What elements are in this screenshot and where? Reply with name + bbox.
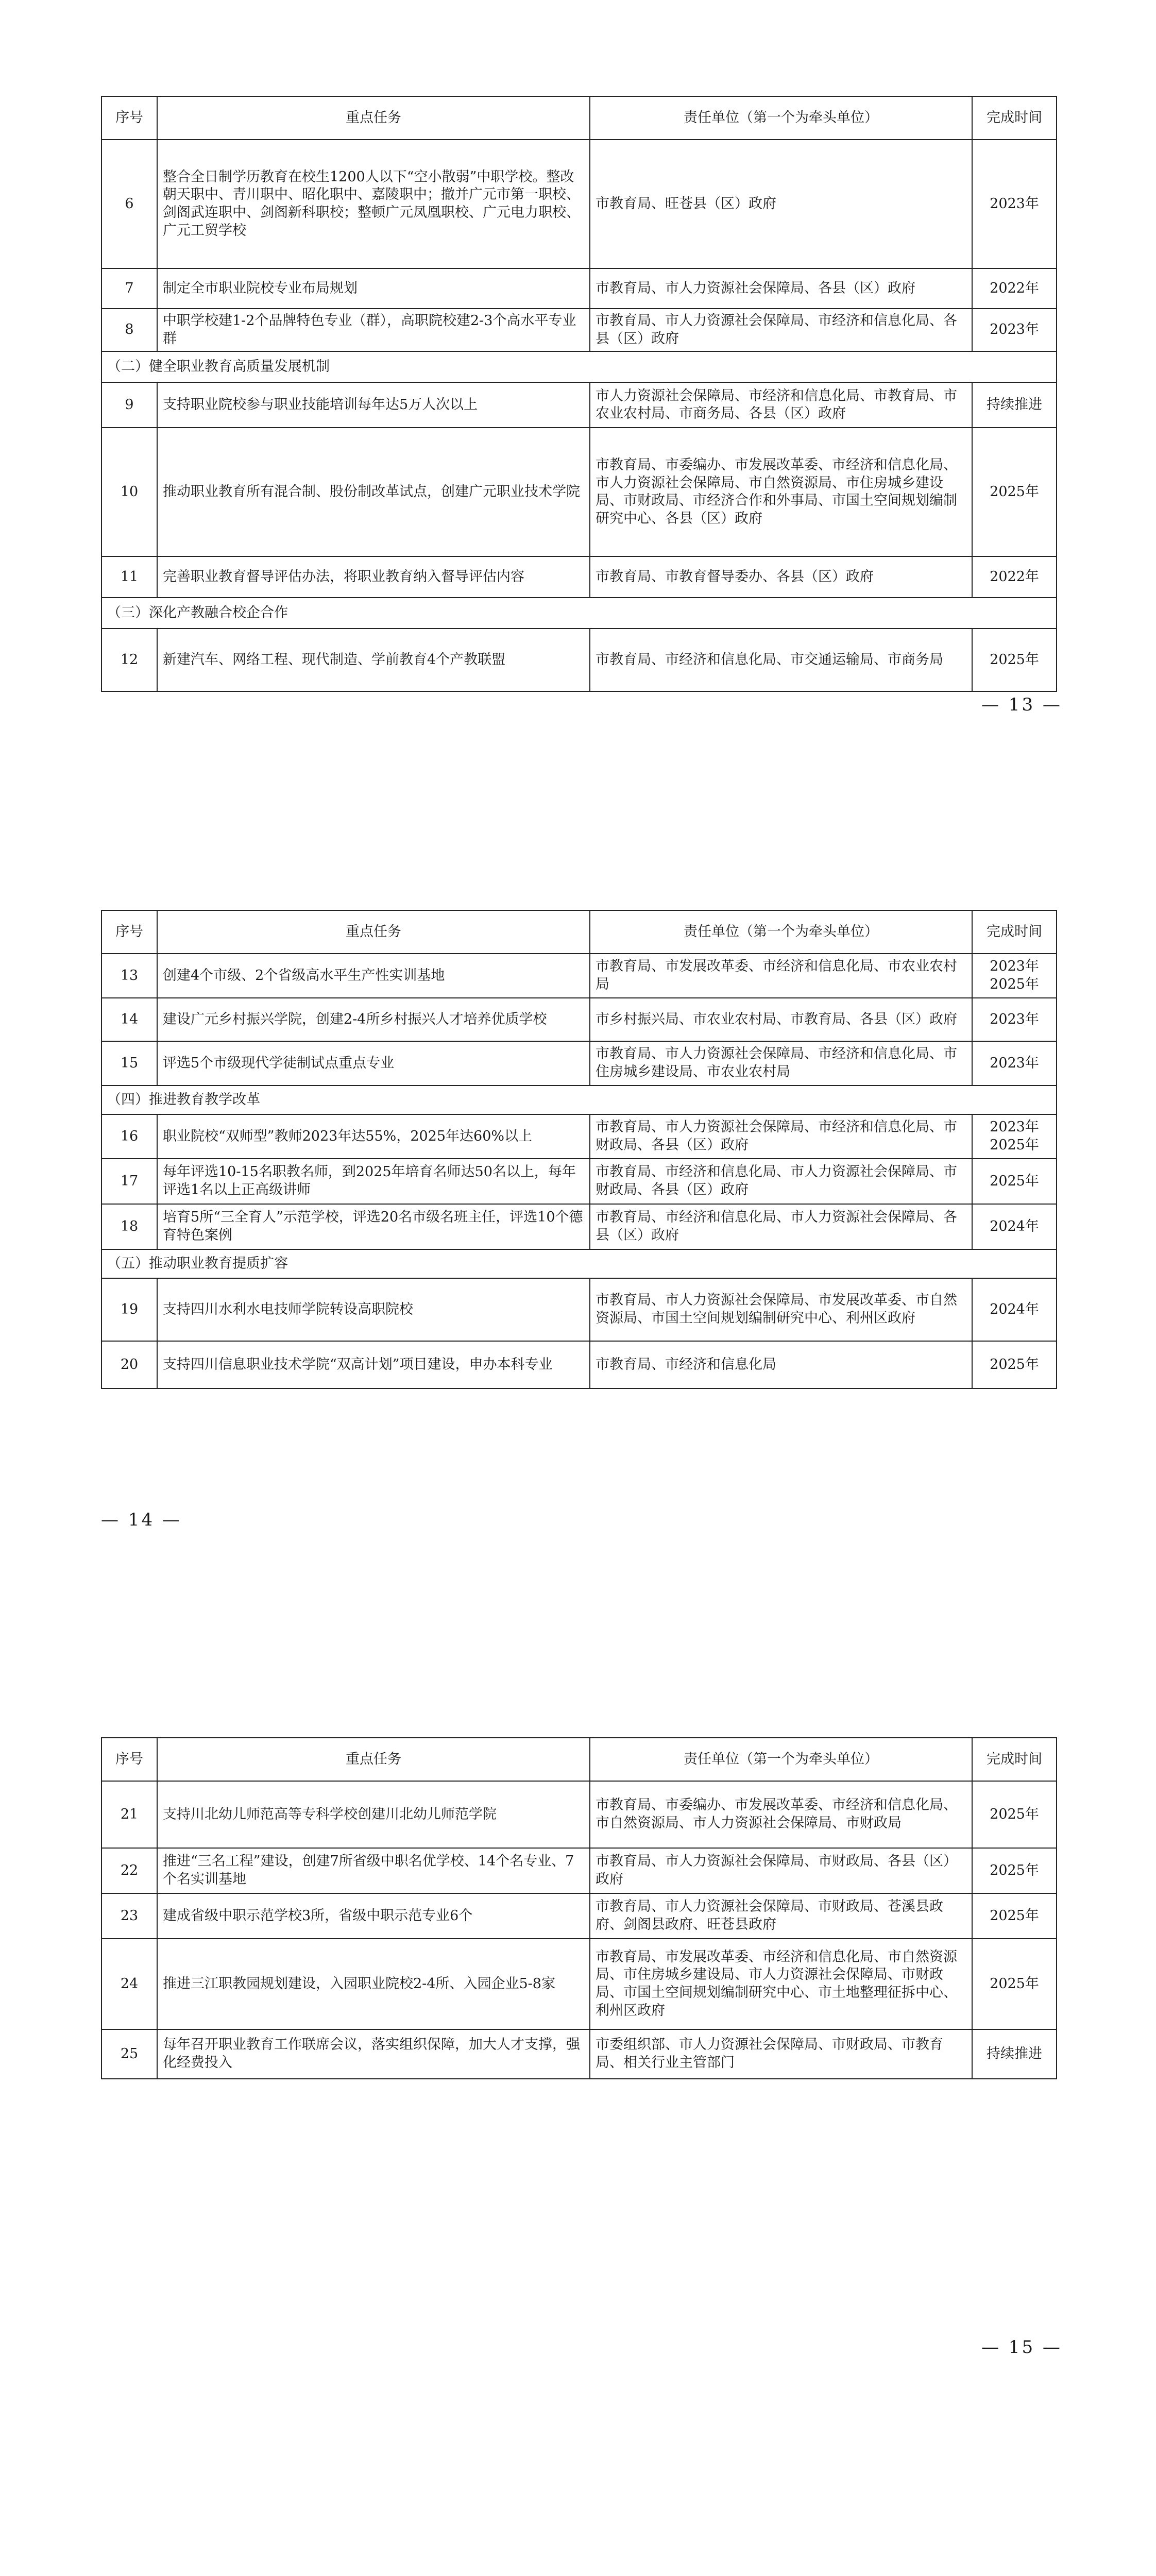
cell-task: 每年评选10-15名职教名师，到2025年培育名师达50名以上，每年评选1名以上正高级讲师	[157, 1159, 590, 1204]
cell-no: 16	[101, 1114, 157, 1159]
header-year: 完成时间	[972, 1738, 1057, 1781]
cell-task: 新建汽车、网络工程、现代制造、学前教育4个产教联盟	[157, 629, 590, 691]
cell-task: 建设广元乡村振兴学院，创建2-4所乡村振兴人才培养优质学校	[157, 998, 590, 1041]
cell-no: 21	[101, 1781, 157, 1848]
cell-no: 10	[101, 428, 157, 556]
cell-year: 2025年	[972, 1848, 1057, 1893]
header-task: 重点任务	[157, 1738, 590, 1781]
header-unit: 责任单位（第一个为牵头单位）	[590, 910, 972, 954]
cell-task: 支持川北幼儿师范高等专科学校创建川北幼儿师范学院	[157, 1781, 590, 1848]
section-row	[101, 351, 1057, 382]
cell-no: 12	[101, 629, 157, 691]
header-unit: 责任单位（第一个为牵头单位）	[590, 1738, 972, 1781]
header-task: 重点任务	[157, 96, 590, 140]
cell-year: 持续推进	[972, 2029, 1057, 2079]
table-row	[101, 428, 1057, 556]
cell-task: 整合全日制学历教育在校生1200人以下“空小散弱”中职学校。整改朝天职中、青川职中、昭化职中、嘉陵职中；撤并广元市第一职校、剑阁武连职中、剑阁新科职校；整顿广元凤凰职校、广元电力职校、广元工贸学校	[157, 140, 590, 268]
cell-no: 20	[101, 1341, 157, 1388]
section-row	[101, 1086, 1057, 1114]
cell-unit: 市教育局、市经济和信息化局	[590, 1341, 972, 1388]
table-row	[101, 1848, 1057, 1893]
cell-no: 17	[101, 1159, 157, 1204]
header-task: 重点任务	[157, 910, 590, 954]
cell-unit: 市乡村振兴局、市农业农村局、市教育局、各县（区）政府	[590, 998, 972, 1041]
cell-year: 2023年 2025年	[972, 1114, 1057, 1159]
cell-no: 25	[101, 2029, 157, 2079]
cell-task: 培育5所“三全育人”示范学校，评选20名市级名班主任，评选10个德育特色案例	[157, 1204, 590, 1249]
cell-no: 24	[101, 1939, 157, 2029]
cell-task: 创建4个市级、2个省级高水平生产性实训基地	[157, 954, 590, 998]
cell-no: 9	[101, 382, 157, 428]
table-row	[101, 2029, 1057, 2079]
cell-year: 2023年 2025年	[972, 954, 1057, 998]
section-row	[101, 1249, 1057, 1278]
section-title: （四）推进教育教学改革	[101, 1086, 1057, 1114]
header-no: 序号	[101, 1738, 157, 1781]
cell-year: 2025年	[972, 1159, 1057, 1204]
cell-task: 建成省级中职示范学校3所，省级中职示范专业6个	[157, 1893, 590, 1939]
cell-no: 15	[101, 1041, 157, 1086]
cell-year: 2025年	[972, 1341, 1057, 1388]
table-row	[101, 1781, 1057, 1848]
table-row	[101, 629, 1057, 691]
task-table-page-14	[101, 910, 1057, 1389]
cell-unit: 市教育局、市发展改革委、市经济和信息化局、市农业农村局	[590, 954, 972, 998]
table-row	[101, 140, 1057, 268]
table-row	[101, 1278, 1057, 1341]
cell-year: 2025年	[972, 1893, 1057, 1939]
cell-no: 22	[101, 1848, 157, 1893]
cell-unit: 市人力资源社会保障局、市经济和信息化局、市教育局、市农业农村局、市商务局、各县（区）政府	[590, 382, 972, 428]
section-title: （三）深化产教融合校企合作	[101, 598, 1057, 629]
header-year: 完成时间	[972, 910, 1057, 954]
cell-task: 推进三江职教园规划建设，入园职业院校2-4所、入园企业5-8家	[157, 1939, 590, 2029]
page-number-14: — 14 —	[101, 1510, 182, 1530]
table-header-row	[101, 910, 1057, 954]
cell-unit: 市教育局、市人力资源社会保障局、各县（区）政府	[590, 268, 972, 309]
cell-year: 2023年	[972, 309, 1057, 351]
cell-task: 制定全市职业院校专业布局规划	[157, 268, 590, 309]
cell-year: 2022年	[972, 268, 1057, 309]
table-row	[101, 954, 1057, 998]
cell-unit: 市教育局、市经济和信息化局、市人力资源社会保障局、各县（区）政府	[590, 1204, 972, 1249]
cell-unit: 市教育局、市人力资源社会保障局、市财政局、苍溪县政府、剑阁县政府、旺苍县政府	[590, 1893, 972, 1939]
table-header-row	[101, 96, 1057, 140]
cell-year: 2025年	[972, 629, 1057, 691]
header-year: 完成时间	[972, 96, 1057, 140]
cell-year: 2024年	[972, 1278, 1057, 1341]
table-row	[101, 1341, 1057, 1388]
cell-unit: 市教育局、市人力资源社会保障局、市发展改革委、市自然资源局、市国土空间规划编制研究中心、利州区政府	[590, 1278, 972, 1341]
cell-year: 2025年	[972, 1939, 1057, 2029]
page-number-15: — 15 —	[981, 2337, 1062, 2358]
cell-year: 2022年	[972, 556, 1057, 598]
cell-no: 19	[101, 1278, 157, 1341]
cell-unit: 市教育局、市经济和信息化局、市交通运输局、市商务局	[590, 629, 972, 691]
cell-unit: 市教育局、市经济和信息化局、市人力资源社会保障局、市财政局、各县（区）政府	[590, 1159, 972, 1204]
section-title: （二）健全职业教育高质量发展机制	[101, 351, 1057, 382]
header-no: 序号	[101, 910, 157, 954]
section-row	[101, 598, 1057, 629]
cell-task: 中职学校建1-2个品牌特色专业（群），高职院校建2-3个高水平专业群	[157, 309, 590, 351]
cell-task: 评选5个市级现代学徒制试点重点专业	[157, 1041, 590, 1086]
table-row	[101, 309, 1057, 351]
table-row	[101, 1041, 1057, 1086]
cell-task: 支持四川水利水电技师学院转设高职院校	[157, 1278, 590, 1341]
cell-no: 7	[101, 268, 157, 309]
cell-task: 推动职业教育所有混合制、股份制改革试点，创建广元职业技术学院	[157, 428, 590, 556]
cell-no: 14	[101, 998, 157, 1041]
cell-year: 2024年	[972, 1204, 1057, 1249]
table-row	[101, 1893, 1057, 1939]
header-no: 序号	[101, 96, 157, 140]
table-row	[101, 1939, 1057, 2029]
header-unit: 责任单位（第一个为牵头单位）	[590, 96, 972, 140]
cell-no: 8	[101, 309, 157, 351]
cell-year: 2023年	[972, 1041, 1057, 1086]
cell-no: 23	[101, 1893, 157, 1939]
cell-task: 推进“三名工程”建设，创建7所省级中职名优学校、14个名专业、7个名实训基地	[157, 1848, 590, 1893]
table-row	[101, 1159, 1057, 1204]
table-row	[101, 556, 1057, 598]
cell-unit: 市教育局、市人力资源社会保障局、市财政局、各县（区）政府	[590, 1848, 972, 1893]
table-header-row	[101, 1738, 1057, 1781]
table-row	[101, 1114, 1057, 1159]
cell-year: 2025年	[972, 428, 1057, 556]
cell-year: 2023年	[972, 140, 1057, 268]
cell-unit: 市教育局、市人力资源社会保障局、市经济和信息化局、各县（区）政府	[590, 309, 972, 351]
task-table-page-15	[101, 1737, 1057, 2079]
cell-unit: 市教育局、市人力资源社会保障局、市经济和信息化局、市财政局、各县（区）政府	[590, 1114, 972, 1159]
cell-no: 6	[101, 140, 157, 268]
cell-unit: 市教育局、市委编办、市发展改革委、市经济和信息化局、市自然资源局、市人力资源社会保障局、市财政局	[590, 1781, 972, 1848]
cell-unit: 市教育局、市委编办、市发展改革委、市经济和信息化局、市人力资源社会保障局、市自然资源局、市住房城乡建设局、市财政局、市经济合作和外事局、市国土空间规划编制研究中心、各县（区）政府	[590, 428, 972, 556]
cell-unit: 市教育局、市教育督导委办、各县（区）政府	[590, 556, 972, 598]
table-row	[101, 1204, 1057, 1249]
cell-unit: 市委组织部、市人力资源社会保障局、市财政局、市教育局、相关行业主管部门	[590, 2029, 972, 2079]
cell-no: 18	[101, 1204, 157, 1249]
cell-task: 支持职业院校参与职业技能培训每年达5万人次以上	[157, 382, 590, 428]
cell-year: 2023年	[972, 998, 1057, 1041]
cell-task: 每年召开职业教育工作联席会议，落实组织保障，加大人才支撑，强化经费投入	[157, 2029, 590, 2079]
cell-no: 11	[101, 556, 157, 598]
cell-no: 13	[101, 954, 157, 998]
cell-task: 支持四川信息职业技术学院“双高计划”项目建设，申办本科专业	[157, 1341, 590, 1388]
cell-year: 持续推进	[972, 382, 1057, 428]
cell-unit: 市教育局、市发展改革委、市经济和信息化局、市自然资源局、市住房城乡建设局、市人力资源社会保障局、市财政局、市国土空间规划编制研究中心、市土地整理征拆中心、利州区政府	[590, 1939, 972, 2029]
cell-task: 职业院校“双师型”教师2023年达55%，2025年达60%以上	[157, 1114, 590, 1159]
cell-unit: 市教育局、旺苍县（区）政府	[590, 140, 972, 268]
section-title: （五）推动职业教育提质扩容	[101, 1249, 1057, 1278]
cell-task: 完善职业教育督导评估办法，将职业教育纳入督导评估内容	[157, 556, 590, 598]
cell-year: 2025年	[972, 1781, 1057, 1848]
table-row	[101, 382, 1057, 428]
table-row	[101, 268, 1057, 309]
page-number-13: — 13 —	[981, 694, 1062, 715]
table-row	[101, 998, 1057, 1041]
cell-unit: 市教育局、市人力资源社会保障局、市经济和信息化局、市住房城乡建设局、市农业农村局	[590, 1041, 972, 1086]
task-table-page-13	[101, 96, 1057, 692]
